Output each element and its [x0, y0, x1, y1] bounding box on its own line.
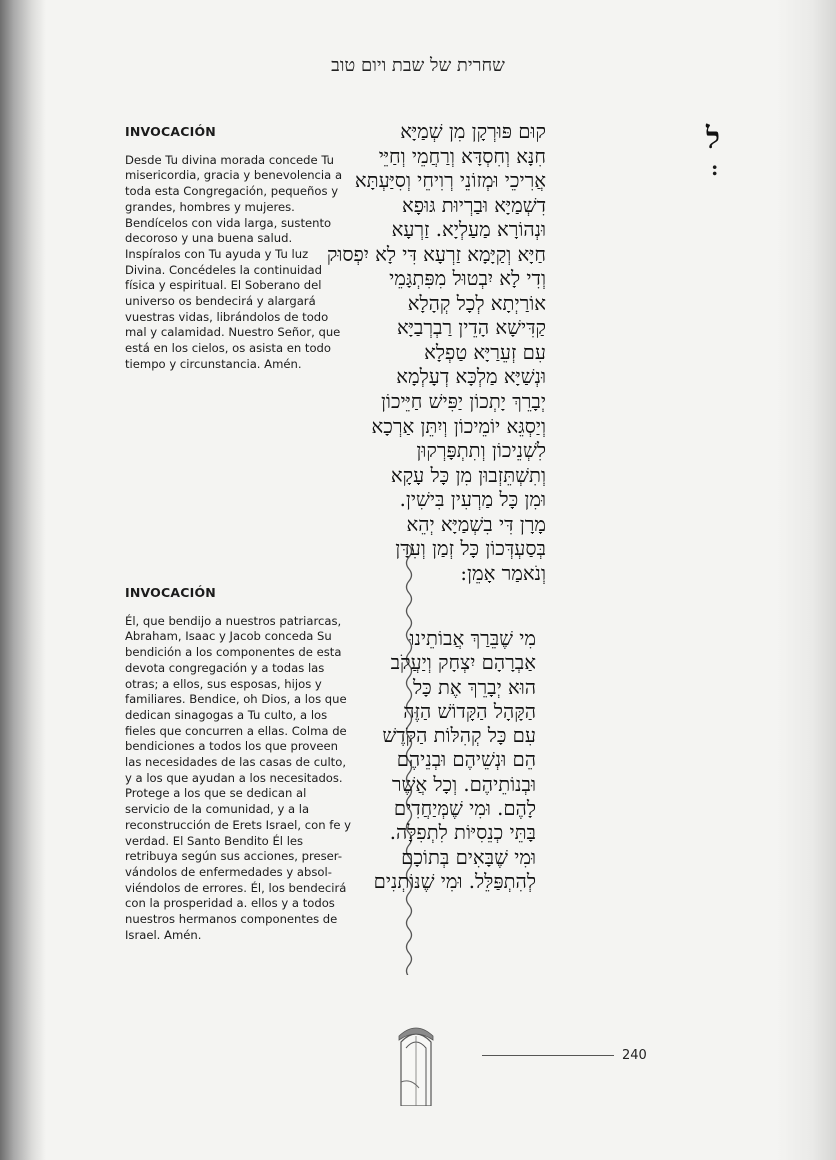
text-line: misericordia, gracia y benevolencia a — [125, 168, 343, 183]
text-line: לְהִתְפַּלֵּל. וּמִי שֶׁנּוֹתְנִים — [373, 869, 536, 893]
section-marker-colon: : — [711, 156, 719, 180]
text-line: עִם זְעֵרַיָּא טַפְלָא — [424, 340, 546, 364]
text-line: familiares. Bendice, oh Dios, a los que — [125, 692, 347, 707]
text-line: servicio de la comunidad, y a la — [125, 802, 310, 817]
hebrew-prayer-mi-sheberakh — [116, 627, 536, 894]
hebrew-prayer-kum-purkan — [126, 120, 546, 586]
text-line: toda esta Congregación, pequeños y — [125, 184, 339, 199]
scan-edge-shadow — [776, 0, 836, 1160]
text-line: וְתִשְׁתֵּזְבוּן מִן כָּל עָקָא — [390, 463, 546, 487]
text-line: tiempo y circunstancia. Amén. — [125, 356, 302, 371]
invocation-heading: INVOCACIÓN — [125, 124, 216, 139]
text-line: grandes, hombres y mujeres. — [125, 199, 295, 214]
text-line: מִי שֶׁבֵּרַךְ אֲבוֹתֵינוּ — [409, 627, 536, 650]
text-line: הַקָּהָל הַקָּדוֹשׁ הַזֶּה — [403, 699, 536, 723]
text-line: וּמִי שֶׁבָּאִים בְּתוֹכָם — [401, 845, 536, 869]
text-line: vándolos de enfermedades y absol- — [125, 864, 332, 879]
text-line: Desde Tu divina morada concede Tu — [125, 152, 335, 167]
torah-tablets-ornament — [393, 1022, 439, 1106]
text-line: bendiciones a todos los que proveen — [125, 739, 338, 754]
text-line: fieles que concurren a ellas. Colma de — [125, 723, 347, 738]
text-line: nuestros hermanos componentes de — [125, 912, 338, 927]
text-line: קַדִּישָׁא הָדֵין רַבְרְבַיָּא — [397, 316, 546, 340]
text-line: Inspíralos con Tu ayuda y Tu luz — [125, 246, 309, 261]
text-line: עִם כָּל קְהִלּוֹת הַקֹּדֶשׁ — [382, 724, 536, 748]
text-line: bendición a los componentes de esta — [125, 645, 342, 660]
text-line: vuestras vidas, librándolos de todo — [125, 309, 329, 324]
text-line: מָרָן דִּי בִשְׁמַיָּא יְהֵא — [406, 512, 546, 536]
text-line: קוּם פּוּרְקָן מִן שְׁמַיָּא — [400, 120, 546, 143]
text-line: וּנְשַׁיָּא מַלְכָּא דְעָלְמָא — [396, 365, 546, 389]
text-line: Protege a los que se dedican al — [125, 786, 307, 801]
text-line: אוֹרַיְתָא לְכָל קְהָלָא — [407, 291, 546, 315]
text-line: וְדִי לָא יִבְטוּל מִפִּתְגָּמֵי — [389, 267, 546, 291]
text-line: mal y calamidad. Nuestro Señor, que — [125, 325, 341, 340]
text-line: Israel. Amén. — [125, 927, 202, 942]
text-line: לָהֶם. וּמִי שֶׁמְּיַחֲדִים — [393, 797, 536, 821]
text-line: las necesidades de las casas de culto, — [125, 755, 347, 770]
text-line: verdad. El Santo Bendito Él les — [125, 833, 304, 848]
text-line: decoroso y una buena salud. — [125, 231, 293, 246]
text-line: וּמִן כָּל מַרְעִין בִּישִׁין. — [399, 488, 546, 512]
text-line: dedican sinagogas a Tu culto, a los — [125, 707, 328, 722]
text-line: universo os bendecirá y alargará — [125, 294, 316, 309]
text-line: Divina. Concédeles la continuidad — [125, 262, 323, 277]
text-line: retribuya según sus acciones, preser- — [125, 849, 343, 864]
text-line: y a los que ayudan a los necesitados. — [125, 770, 343, 785]
section-marker: ל — [706, 121, 721, 156]
footer-rule — [482, 1055, 614, 1056]
text-line: אֲרִיכֵי וּמְזוֹנֵי רְוִיחֵי וְסִיַּעְתָּא — [354, 169, 546, 193]
text-line: Abraham, Isaac y Jacob conceda Su — [125, 629, 332, 644]
text-line: יְבָרֵךְ יָתְכוֹן יַפִּישׁ חַיֵּיכוֹן — [380, 390, 546, 414]
text-line: reconstrucción de Erets Israel, con fe y — [125, 817, 351, 832]
text-line: וְנֹאמַר אָמֵן: — [460, 561, 546, 585]
text-line: הוּא יְבָרֵךְ אֶת כָּל — [412, 675, 536, 699]
text-line: con la prosperidad a. ellos y a todos — [125, 896, 335, 911]
page-title: שחרית של שבת ויום טוב — [331, 55, 505, 76]
text-line: הֵם וּנְשֵׁיהֶם וּבְנֵיהֶם — [396, 748, 536, 772]
text-line: viéndolos de errores. Él, los bendecirá — [125, 880, 347, 895]
text-line: אַבְרָהָם יִצְחָק וְיַעֲקֹב — [390, 651, 536, 675]
text-line: Él, que bendijo a nuestros patriarcas, — [125, 613, 342, 628]
text-line: Bendícelos con vida larga, sustento — [125, 215, 332, 230]
text-line: física y espiritual. El Soberano del — [125, 278, 322, 293]
text-line: דִשְׁמַיָּא וּבַרְיוּת גּוּפָא — [402, 193, 546, 217]
page-number: 240 — [622, 1048, 647, 1063]
text-line: וּנְהוֹרָא מַעַלְיָא. זַרְעָא — [391, 218, 546, 242]
scan-gutter-shadow — [0, 0, 46, 1160]
invocation-heading: INVOCACIÓN — [125, 585, 216, 600]
text-line: devota congregación y a todas las — [125, 660, 325, 675]
text-line: בְּסַעְדְּכוֹן כָּל זְמַן וְעִדָּן — [395, 537, 546, 561]
text-line: וּבְנוֹתֵיהֶם. וְכָל אֲשֶׁר — [391, 772, 536, 796]
text-line: וְיַסְגֵּא יוֹמֵיכוֹן וְיִתֵּן אַרְכָא — [371, 414, 546, 438]
text-line: חִנָּא וְחִסְדָּא וְרַחֲמֵי וְחַיֵּי — [378, 144, 546, 168]
text-line: בָּתֵּי כְנֵסִיּוֹת לִתְפִלָּה. — [389, 821, 536, 845]
text-line: חַיָּא וְקַיָּמָא זַרְעָא דִּי לָא יִפְסוּק — [326, 242, 546, 266]
text-line: לִשְׁנֵיכוֹן וְתִתְפָּרְקוּן — [416, 439, 546, 463]
text-line: está en los cielos, os asista en todo — [125, 341, 331, 356]
text-line: otras; a ellos, sus esposas, hijos y — [125, 676, 322, 691]
